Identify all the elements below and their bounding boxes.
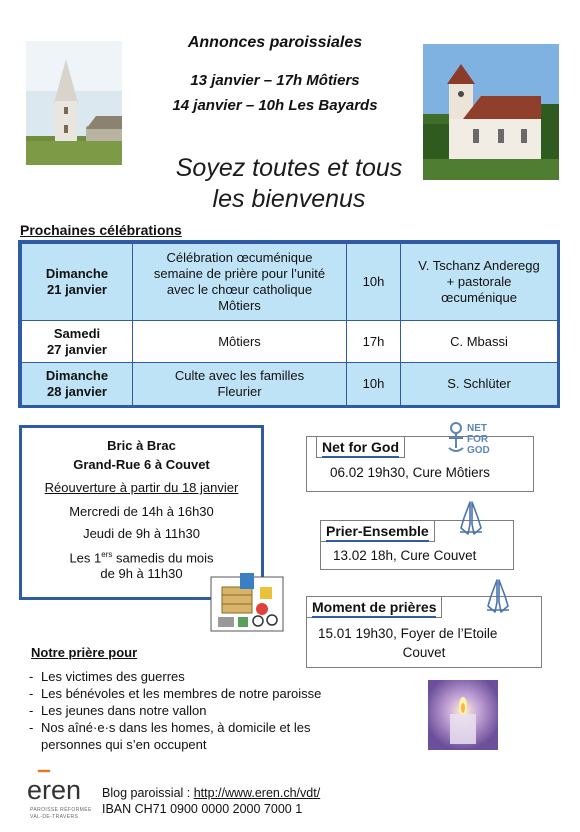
celebrations-heading: Prochaines célébrations [20,222,182,238]
bric-reopening: Réouverture à partir du 18 janvier [44,480,239,495]
praying-hands-icon [483,576,513,616]
list-item: - Nos aîné·e·s dans les homes, à domicile et les personnes qui s’en occupent [28,719,368,753]
welcome-line-2: les bienvenus [212,185,366,213]
eren-logo-subtitle: PAROISSE RÉFORMÉE [30,807,92,813]
officiant-cell: S. Schlüter [401,363,558,406]
net-for-god-details: 06.02 19h30, Cure Môtiers [330,465,490,480]
net-for-god-logo [445,418,497,456]
table-row [22,363,558,406]
welcome-line-1: Soyez toutes et tous [175,154,403,182]
praying-hands-icon [456,498,486,538]
net-for-god-title: Net for God [316,436,405,458]
eren-logo-subtitle: VAL-DE-TRAVERS [30,814,79,820]
list-item: - Les victimes des guerres [28,668,368,685]
bric-hours-saturday-time: de 9h à 11h30 [100,566,183,582]
time-cell: 17h [347,321,401,363]
description-cell: Célébration œcuménique semaine de prière pour l’unité avec le chœur catholique Môtiers [133,244,347,321]
celebrations-table [18,240,560,408]
date-cell: Dimanche 28 janvier [22,363,133,406]
bric-hours-saturday: Les 1ers samedis du mois [69,550,214,566]
announcement-date-2: 14 janvier – 10h Les Bayards [172,97,378,114]
bric-title: Bric à Brac [107,438,176,453]
candle-image [428,680,498,750]
svg-text:GOD: GOD [467,445,490,456]
prayer-list [28,668,368,753]
moment-de-prieres-details: 15.01 19h30, Foyer de l’Etoile [318,626,498,641]
time-cell: 10h [347,363,401,406]
bric-a-brac-icon [210,565,285,633]
blog-label: Blog paroissial : [102,786,194,800]
list-item: - Les jeunes dans notre vallon [28,702,368,719]
prayer-heading: Notre prière pour [31,645,138,660]
bric-hours-wednesday: Mercredi de 14h à 16h30 [69,504,214,519]
church-photo-left [26,41,122,165]
date-cell: Samedi 27 janvier [22,321,133,363]
moment-de-prieres-place: Couvet [402,645,446,660]
eren-logo-word: eren [27,775,82,805]
time-cell: 10h [347,244,401,321]
bric-address: Grand-Rue 6 à Couvet [73,457,210,472]
description-cell: Culte avec les familles Fleurier [133,363,347,406]
prier-ensemble-title: Prier-Ensemble [320,520,435,542]
footer-iban: IBAN CH71 0900 0000 2000 7000 1 [102,802,303,816]
announcement-date-1: 13 janvier – 17h Môtiers [190,72,360,89]
description-cell: Môtiers [133,321,347,363]
officiant-cell: V. Tschanz Anderegg + pastorale œcuménique [401,244,558,321]
svg-text:NET: NET [467,423,487,434]
prier-ensemble-details: 13.02 18h, Cure Couvet [333,548,477,563]
moment-de-prieres-title: Moment de prières [306,596,442,618]
officiant-cell: C. Mbassi [401,321,558,363]
blog-link[interactable]: http://www.eren.ch/vdt/ [193,786,321,800]
svg-text:FOR: FOR [467,434,489,445]
footer-blog [102,786,320,800]
page-title: Annonces paroissiales [187,34,363,51]
date-cell: Dimanche 21 janvier [22,244,133,321]
list-item: - Les bénévoles et les membres de notre paroisse [28,685,368,702]
bric-hours-thursday: Jeudi de 9h à 11h30 [83,526,200,541]
table-row [22,244,558,321]
table-row [22,321,558,363]
